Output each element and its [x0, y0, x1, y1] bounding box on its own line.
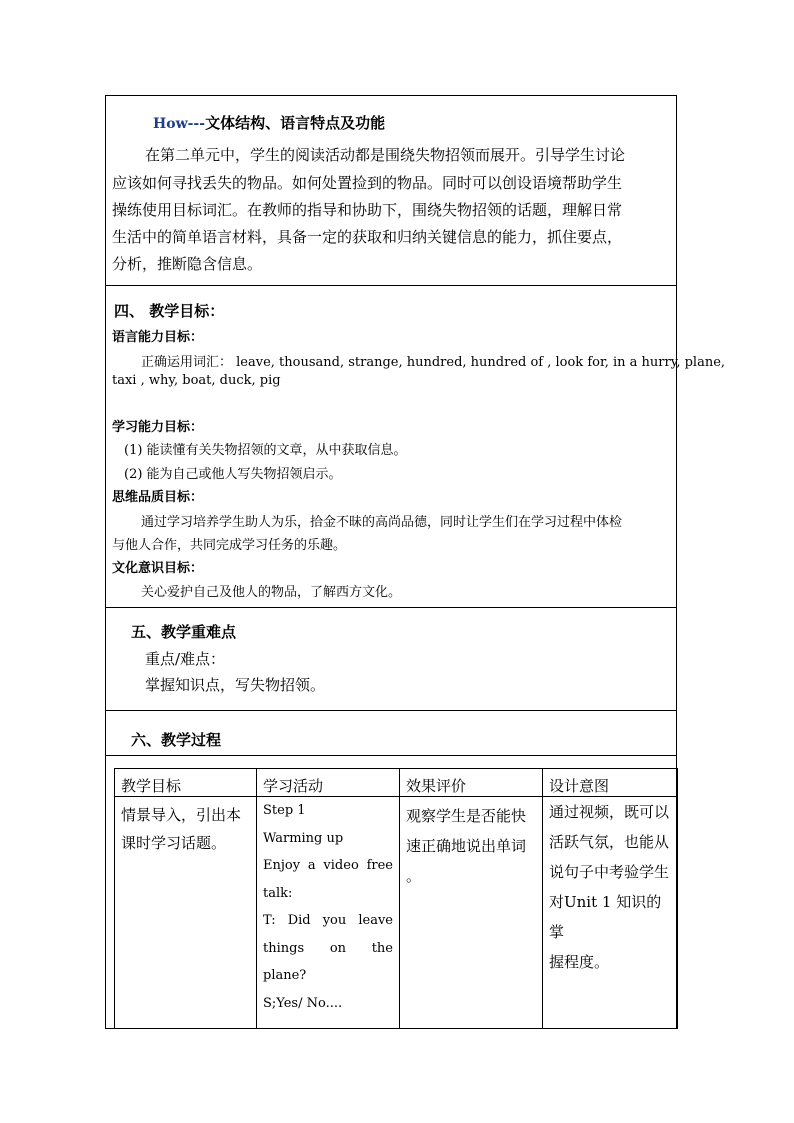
- section6-title: 六、教学过程: [131, 731, 222, 749]
- cell-line: 握程度。: [549, 953, 610, 971]
- divider: [106, 755, 676, 756]
- intro-line-4: 生活中的简单语言材料，具备一定的获取和归纳关键信息的能力，抓住要点，: [112, 228, 623, 246]
- intro-line-2: 应该如何寻找丢失的物品。如何处置捡到的物品。同时可以创设语境帮助学生: [112, 174, 623, 192]
- teaching-process-table: [114, 768, 678, 1029]
- culture-goal-line-1: 关心爱护自己及他人的物品，了解西方文化。: [141, 585, 402, 600]
- divider: [106, 285, 676, 286]
- how-heading: [153, 112, 385, 133]
- cell-line: S;Yes/ No....: [263, 995, 343, 1011]
- cell-line: Step 1: [263, 803, 306, 818]
- cell-line: 情景导入，引出本: [121, 806, 242, 824]
- document-frame: [105, 95, 726, 1029]
- divider: [106, 710, 676, 711]
- culture-goal-label: 文化意识目标：: [112, 561, 204, 576]
- cell-line: 说句子中考验学生: [549, 863, 670, 881]
- divider: [106, 607, 676, 608]
- header-effect-evaluation: 效果评价: [400, 769, 543, 797]
- section4-title: 四、 教学目标：: [114, 302, 225, 320]
- key-points-content: 掌握知识点，写失物招领。: [145, 676, 326, 694]
- cell-line: Enjoy a video free: [263, 858, 393, 873]
- header-learning-activity: 学习活动: [257, 769, 400, 797]
- table-row: [115, 797, 678, 1029]
- section5-title: 五、教学重难点: [131, 623, 237, 641]
- cell-line: 观察学生是否能快: [406, 807, 527, 825]
- language-goal-label: 语言能力目标：: [112, 330, 204, 345]
- learning-goal-item-1: (1) 能读懂有关失物招领的文章，从中获取信息。: [124, 443, 407, 458]
- how-heading-text: 文体结构、语言特点及功能: [205, 114, 386, 132]
- cell-line: 通过视频，既可以: [549, 803, 670, 821]
- cell-line: 活跃气氛，也能从: [549, 833, 670, 851]
- how-prefix: How---: [153, 116, 206, 132]
- intro-line-3: 操练使用目标词汇。在教师的指导和协助下，围绕失物招领的话题，理解日常: [112, 201, 623, 219]
- cell-line: 。: [406, 867, 422, 885]
- intro-line-5: 分析，推断隐含信息。: [112, 255, 263, 273]
- cell-line: 课时学习话题。: [121, 834, 227, 852]
- cell-line: 对Unit 1 知识的掌: [549, 893, 662, 941]
- key-points-label: 重点/难点：: [145, 650, 226, 668]
- thinking-goal-line-1: 通过学习培养学生助人为乐，拾金不昧的高尚品德，同时让学生们在学习过程中体检: [141, 515, 623, 530]
- thinking-goal-label: 思维品质目标：: [112, 490, 204, 505]
- cell-line: plane?: [263, 968, 307, 983]
- cell-line: things on the: [263, 940, 393, 956]
- cell-learning-activity: [257, 797, 400, 1029]
- language-goal-line-2: taxi , why, boat, duck, pig: [112, 373, 281, 388]
- table-header-row: [115, 769, 678, 797]
- intro-line-1: 在第二单元中，学生的阅读活动都是围绕失物招领而展开。引导学生讨论: [145, 146, 626, 164]
- language-goal-line-1: 正确运用词汇： leave, thousand, strange, hundred, hundred of , look for, in a hurry, plane,: [141, 355, 726, 370]
- cell-effect-evaluation: [400, 797, 543, 1029]
- cell-design-intent: [543, 797, 678, 1029]
- learning-goal-label: 学习能力目标：: [112, 420, 204, 435]
- learning-goal-item-2: (2) 能为自己或他人写失物招领启示。: [124, 467, 342, 482]
- cell-line: 速正确地说出单词: [406, 837, 527, 855]
- cell-teaching-goal: [115, 797, 257, 1029]
- cell-line: talk:: [263, 885, 293, 901]
- cell-line: Warming up: [263, 830, 344, 846]
- cell-line: T: Did you leave: [263, 913, 393, 928]
- header-teaching-goal: 教学目标: [115, 769, 257, 797]
- thinking-goal-line-2: 与他人合作，共同完成学习任务的乐趣。: [112, 538, 347, 553]
- header-design-intent: 设计意图: [543, 769, 678, 797]
